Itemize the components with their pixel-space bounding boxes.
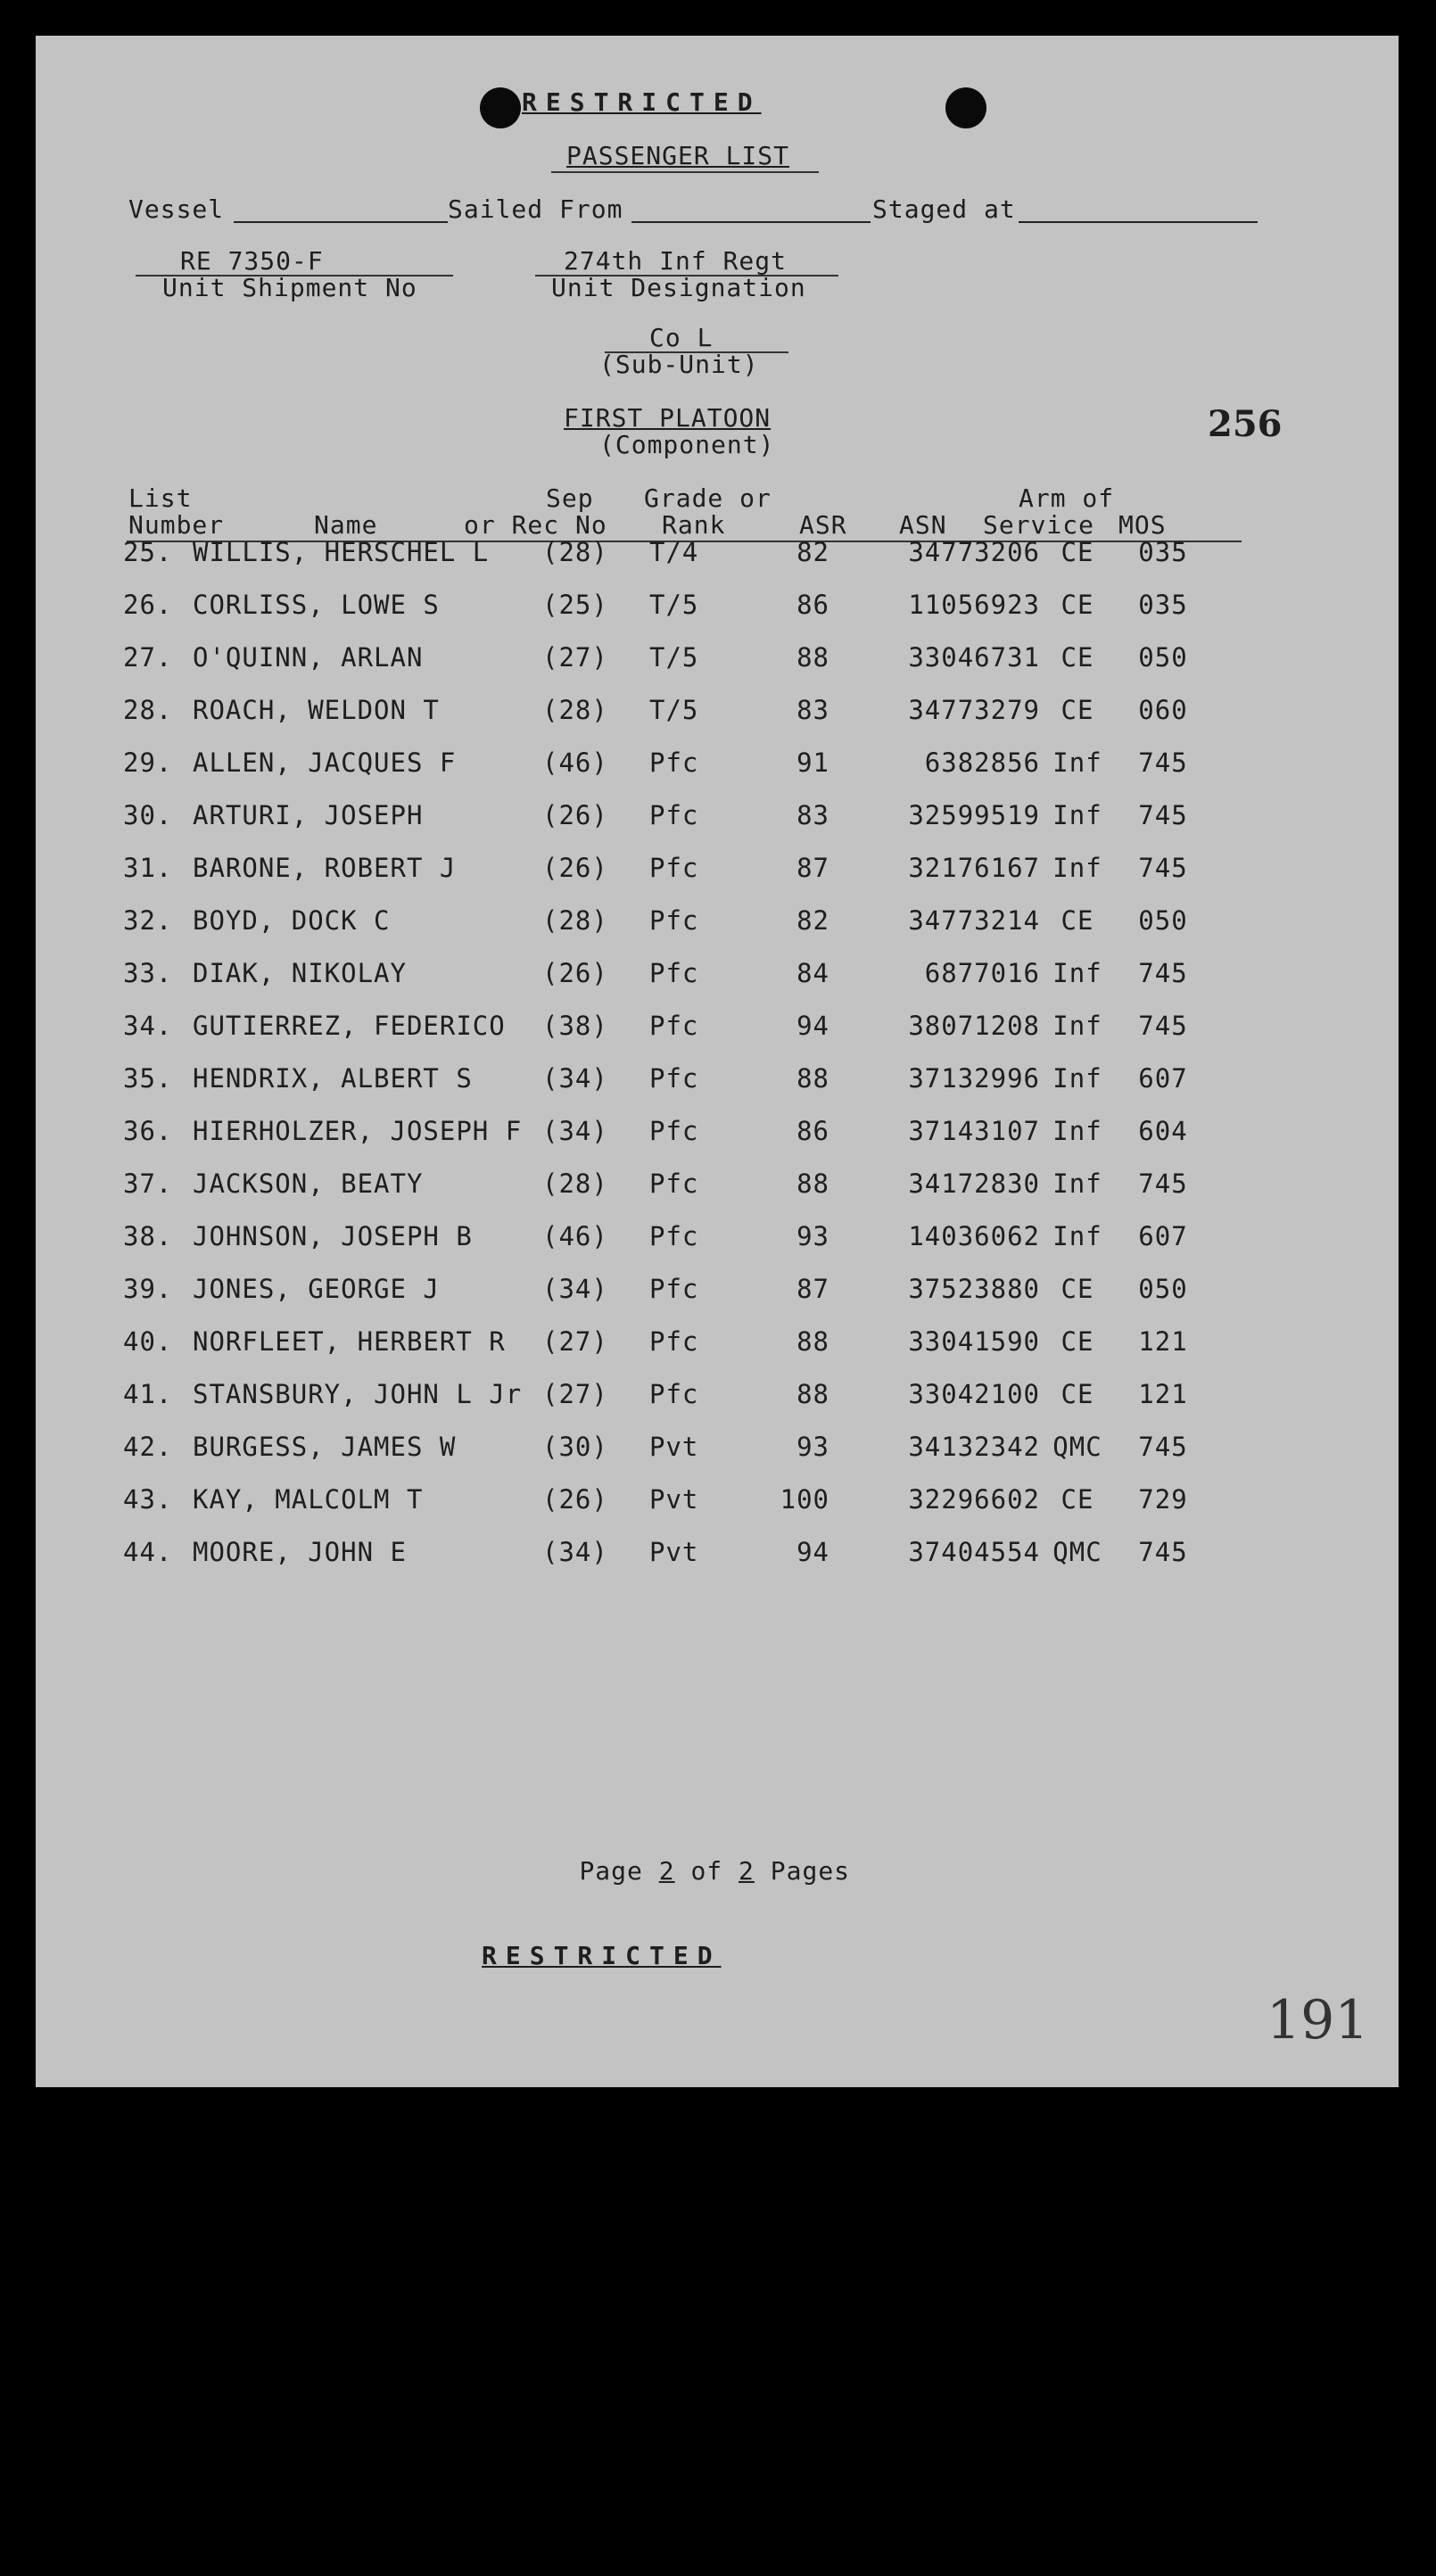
row-asr: 94: [796, 1011, 829, 1041]
component-value: FIRST PLATOON: [564, 403, 772, 433]
col-grade-2: Rank: [662, 510, 726, 540]
row-name: JACKSON, BEATY: [193, 1168, 424, 1199]
row-mos: 745: [1138, 958, 1188, 988]
unit-shipment-label: Unit Shipment No: [162, 273, 417, 302]
col-asn: ASN: [899, 510, 947, 540]
row-arm: Inf: [1052, 1063, 1102, 1094]
row-arm: Inf: [1052, 800, 1102, 830]
row-asn: 32296602: [908, 1484, 1040, 1515]
row-asr: 88: [796, 1168, 829, 1199]
row-sep: (28): [542, 905, 608, 936]
col-asr: ASR: [799, 510, 847, 540]
row-asn: 34773214: [908, 905, 1040, 936]
row-number: 43.: [123, 1484, 173, 1515]
col-arm-2: Service: [983, 510, 1095, 540]
vessel-blank: [234, 202, 448, 223]
row-grade: Pvt: [649, 1537, 699, 1567]
row-asr: 82: [796, 537, 829, 567]
page-indicator: [516, 1827, 850, 1915]
row-name: BOYD, DOCK C: [193, 905, 391, 936]
row-number: 34.: [123, 1011, 173, 1041]
row-asn: 33046731: [908, 642, 1040, 673]
row-sep: (25): [542, 590, 608, 620]
row-mos: 035: [1138, 590, 1188, 620]
row-grade: Pfc: [649, 853, 699, 883]
table-row: [36, 747, 1399, 800]
row-grade: Pvt: [649, 1432, 699, 1462]
row-mos: 607: [1138, 1221, 1188, 1251]
row-name: MOORE, JOHN E: [193, 1537, 407, 1567]
row-mos: 745: [1138, 1537, 1188, 1567]
row-grade: Pfc: [649, 747, 699, 778]
col-grade-1: Grade or: [644, 483, 772, 513]
row-name: ARTURI, JOSEPH: [193, 800, 424, 830]
row-number: 36.: [123, 1116, 173, 1146]
row-number: 28.: [123, 695, 173, 725]
stamp-number: 256: [1208, 403, 1283, 445]
row-asr: 94: [796, 1537, 829, 1567]
row-sep: (34): [542, 1537, 608, 1567]
table-row: [36, 1011, 1399, 1063]
table-row: [36, 695, 1399, 747]
table-row: [36, 1484, 1399, 1537]
row-name: GUTIERREZ, FEDERICO: [193, 1011, 506, 1041]
row-grade: Pfc: [649, 1221, 699, 1251]
handwritten-number: 191: [1267, 1989, 1369, 2052]
sub-unit-label: (Sub-Unit): [599, 350, 759, 379]
row-asr: 100: [780, 1484, 829, 1515]
unit-designation-value: 274th Inf Regt: [564, 246, 788, 276]
row-arm: CE: [1060, 1326, 1094, 1357]
row-arm: CE: [1060, 1274, 1094, 1304]
col-sep-1: Sep: [546, 483, 594, 513]
row-asn: 6382856: [924, 747, 1040, 778]
page-current: 2: [658, 1856, 675, 1886]
row-mos: 604: [1138, 1116, 1188, 1146]
row-mos: 745: [1138, 800, 1188, 830]
row-asn: 6877016: [924, 958, 1040, 988]
row-grade: Pfc: [649, 1011, 699, 1041]
sailed-from-blank: [631, 202, 871, 223]
row-sep: (26): [542, 1484, 608, 1515]
row-asn: 33041590: [908, 1326, 1040, 1357]
page-of: of: [690, 1856, 723, 1886]
table-row: [36, 1432, 1399, 1484]
row-asr: 88: [796, 1379, 829, 1409]
sailed-from-label: Sailed From: [448, 194, 623, 224]
table-row: [36, 1379, 1399, 1432]
row-arm: QMC: [1052, 1432, 1102, 1462]
table-row: [36, 1063, 1399, 1116]
row-mos: 050: [1138, 642, 1188, 673]
staged-at-blank: [1019, 202, 1258, 223]
row-asr: 93: [796, 1221, 829, 1251]
component-label: (Component): [599, 430, 775, 459]
row-asn: 32176167: [908, 853, 1040, 883]
row-number: 41.: [123, 1379, 173, 1409]
row-name: ALLEN, JACQUES F: [193, 747, 457, 778]
col-list-number-2: Number: [128, 510, 225, 540]
row-grade: Pfc: [649, 1168, 699, 1199]
row-sep: (30): [542, 1432, 608, 1462]
row-grade: Pfc: [649, 1274, 699, 1304]
row-mos: 050: [1138, 1274, 1188, 1304]
row-arm: Inf: [1052, 747, 1102, 778]
row-name: BARONE, ROBERT J: [193, 853, 457, 883]
row-sep: (34): [542, 1116, 608, 1146]
row-number: 39.: [123, 1274, 173, 1304]
row-sep: (28): [542, 695, 608, 725]
table-row: [36, 1168, 1399, 1221]
row-sep: (26): [542, 958, 608, 988]
unit-designation-label: Unit Designation: [551, 273, 806, 302]
row-mos: 745: [1138, 1011, 1188, 1041]
row-arm: Inf: [1052, 1168, 1102, 1199]
row-mos: 035: [1138, 537, 1188, 567]
row-asr: 84: [796, 958, 829, 988]
row-asn: 33042100: [908, 1379, 1040, 1409]
row-grade: T/5: [649, 642, 699, 673]
row-number: 33.: [123, 958, 173, 988]
row-grade: Pfc: [649, 1116, 699, 1146]
row-number: 26.: [123, 590, 173, 620]
row-asn: 34773279: [908, 695, 1040, 725]
table-row: [36, 958, 1399, 1011]
row-grade: Pfc: [649, 905, 699, 936]
row-arm: CE: [1060, 1379, 1094, 1409]
row-sep: (34): [542, 1274, 608, 1304]
row-mos: 745: [1138, 1432, 1188, 1462]
row-asn: 34773206: [908, 537, 1040, 567]
page-suffix: Pages: [770, 1856, 851, 1886]
table-row: [36, 1326, 1399, 1379]
row-name: WILLIS, HERSCHEL L: [193, 537, 490, 567]
punch-hole-left: [480, 87, 521, 128]
document-page: [36, 36, 1399, 2087]
row-grade: Pfc: [649, 800, 699, 830]
row-arm: Inf: [1052, 1116, 1102, 1146]
col-mos: MOS: [1118, 510, 1167, 540]
row-sep: (38): [542, 1011, 608, 1041]
table-row: [36, 537, 1399, 590]
row-asr: 86: [796, 1116, 829, 1146]
vessel-label: Vessel: [128, 194, 225, 224]
row-arm: QMC: [1052, 1537, 1102, 1567]
row-name: ROACH, WELDON T: [193, 695, 440, 725]
row-number: 25.: [123, 537, 173, 567]
staged-at-label: Staged at: [872, 194, 1016, 224]
row-number: 35.: [123, 1063, 173, 1094]
page-total: 2: [739, 1856, 755, 1886]
row-number: 38.: [123, 1221, 173, 1251]
row-number: 40.: [123, 1326, 173, 1357]
row-grade: T/5: [649, 590, 699, 620]
row-asn: 34132342: [908, 1432, 1040, 1462]
row-name: CORLISS, LOWE S: [193, 590, 440, 620]
row-arm: CE: [1060, 590, 1094, 620]
row-sep: (28): [542, 1168, 608, 1199]
row-sep: (46): [542, 747, 608, 778]
row-asr: 93: [796, 1432, 829, 1462]
col-arm-1: Arm of: [1019, 483, 1115, 513]
row-name: HIERHOLZER, JOSEPH F: [193, 1116, 523, 1146]
row-arm: Inf: [1052, 853, 1102, 883]
row-arm: Inf: [1052, 1221, 1102, 1251]
row-asn: 34172830: [908, 1168, 1040, 1199]
row-mos: 121: [1138, 1379, 1188, 1409]
row-asr: 87: [796, 853, 829, 883]
row-asn: 32599519: [908, 800, 1040, 830]
row-grade: Pfc: [649, 1379, 699, 1409]
row-mos: 121: [1138, 1326, 1188, 1357]
row-asn: 37404554: [908, 1537, 1040, 1567]
col-sep-2: or Rec No: [464, 510, 607, 540]
table-row: [36, 905, 1399, 958]
row-asn: 37132996: [908, 1063, 1040, 1094]
row-name: HENDRIX, ALBERT S: [193, 1063, 473, 1094]
row-grade: T/5: [649, 695, 699, 725]
row-asn: 14036062: [908, 1221, 1040, 1251]
passenger-table: [36, 537, 1399, 1598]
row-mos: 745: [1138, 853, 1188, 883]
row-number: 29.: [123, 747, 173, 778]
row-asr: 88: [796, 642, 829, 673]
row-asr: 82: [796, 905, 829, 936]
row-asr: 88: [796, 1063, 829, 1094]
punch-hole-right: [945, 87, 986, 128]
row-asn: 11056923: [908, 590, 1040, 620]
row-sep: (46): [542, 1221, 608, 1251]
row-number: 42.: [123, 1432, 173, 1462]
row-sep: (26): [542, 800, 608, 830]
table-row: [36, 1537, 1399, 1589]
row-number: 37.: [123, 1168, 173, 1199]
row-grade: T/4: [649, 537, 699, 567]
row-number: 27.: [123, 642, 173, 673]
row-number: 44.: [123, 1537, 173, 1567]
row-sep: (27): [542, 642, 608, 673]
row-name: DIAK, NIKOLAY: [193, 958, 407, 988]
table-row: [36, 642, 1399, 695]
sub-unit-value: Co L: [649, 323, 714, 352]
row-mos: 729: [1138, 1484, 1188, 1515]
row-asr: 91: [796, 747, 829, 778]
row-asn: 37143107: [908, 1116, 1040, 1146]
row-mos: 745: [1138, 747, 1188, 778]
row-sep: (28): [542, 537, 608, 567]
title-rule: [551, 171, 819, 173]
row-name: STANSBURY, JOHN L Jr: [193, 1379, 523, 1409]
row-asn: 37523880: [908, 1274, 1040, 1304]
row-asr: 88: [796, 1326, 829, 1357]
classification-bottom: RESTRICTED: [482, 1941, 722, 1970]
row-arm: Inf: [1052, 1011, 1102, 1041]
row-arm: CE: [1060, 642, 1094, 673]
row-asr: 87: [796, 1274, 829, 1304]
table-row: [36, 800, 1399, 853]
row-asr: 83: [796, 800, 829, 830]
table-row: [36, 1221, 1399, 1274]
row-mos: 745: [1138, 1168, 1188, 1199]
row-name: NORFLEET, HERBERT R: [193, 1326, 506, 1357]
table-row: [36, 853, 1399, 905]
row-sep: (26): [542, 853, 608, 883]
row-grade: Pfc: [649, 958, 699, 988]
row-asr: 86: [796, 590, 829, 620]
row-number: 31.: [123, 853, 173, 883]
row-name: JONES, GEORGE J: [193, 1274, 440, 1304]
row-arm: CE: [1060, 537, 1094, 567]
row-asn: 38071208: [908, 1011, 1040, 1041]
row-number: 30.: [123, 800, 173, 830]
classification-top: RESTRICTED: [522, 87, 762, 117]
table-row: [36, 1116, 1399, 1168]
row-grade: Pvt: [649, 1484, 699, 1515]
col-list-number-1: List: [128, 483, 193, 513]
row-name: BURGESS, JAMES W: [193, 1432, 457, 1462]
table-row: [36, 590, 1399, 642]
row-name: JOHNSON, JOSEPH B: [193, 1221, 473, 1251]
row-sep: (27): [542, 1326, 608, 1357]
table-row: [36, 1274, 1399, 1326]
row-name: O'QUINN, ARLAN: [193, 642, 424, 673]
row-arm: CE: [1060, 1484, 1094, 1515]
col-name: Name: [314, 510, 378, 540]
document-title: PASSENGER LIST: [566, 141, 790, 170]
row-mos: 060: [1138, 695, 1188, 725]
row-grade: Pfc: [649, 1326, 699, 1357]
row-number: 32.: [123, 905, 173, 936]
row-mos: 607: [1138, 1063, 1188, 1094]
row-arm: CE: [1060, 695, 1094, 725]
page-prefix: Page: [579, 1856, 643, 1886]
row-arm: CE: [1060, 905, 1094, 936]
unit-shipment-value: RE 7350-F: [180, 246, 324, 276]
row-grade: Pfc: [649, 1063, 699, 1094]
row-sep: (34): [542, 1063, 608, 1094]
row-name: KAY, MALCOLM T: [193, 1484, 424, 1515]
row-arm: Inf: [1052, 958, 1102, 988]
row-sep: (27): [542, 1379, 608, 1409]
row-asr: 83: [796, 695, 829, 725]
row-mos: 050: [1138, 905, 1188, 936]
